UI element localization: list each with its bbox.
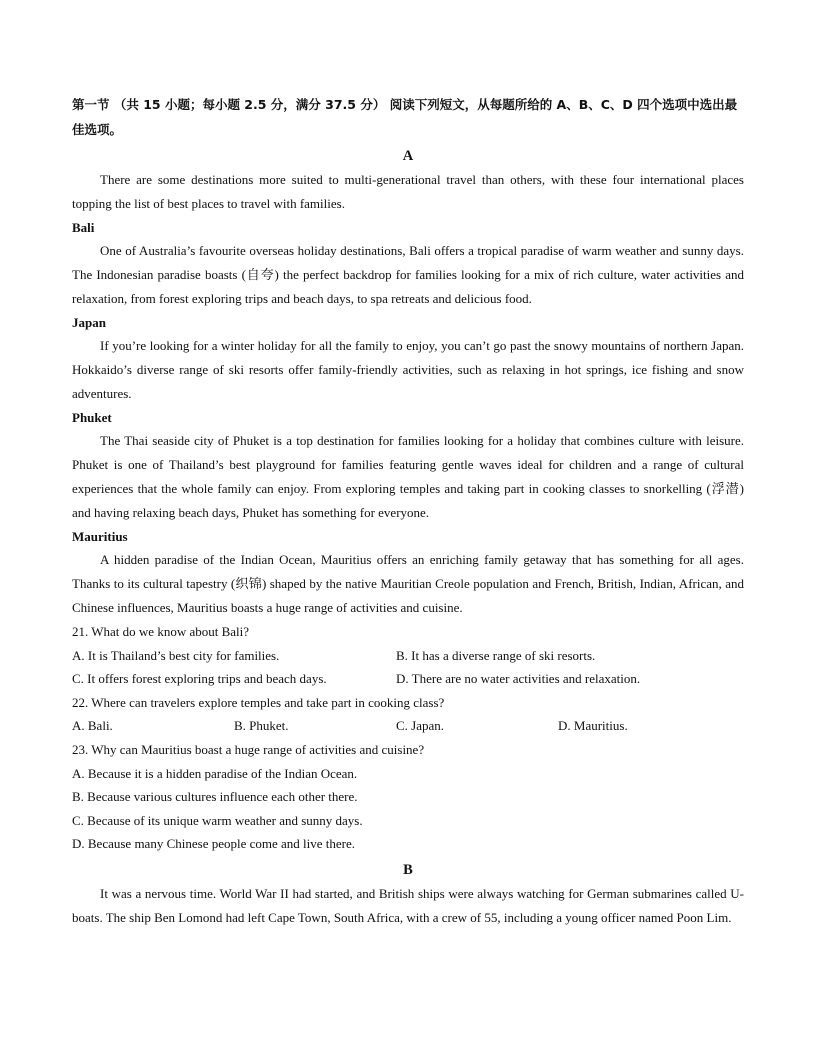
question-21-option-c: C. It offers forest exploring trips and beach days. (72, 671, 327, 687)
question-22-stem: 22. Where can travelers explore temples and take part in cooking class? (72, 694, 445, 710)
destination-text-japan: If you’re looking for a winter holiday for all the family to enjoy, you can’t go past the snowy mountains of northern Japan. Hokkaido’s diverse range of ski resorts offer family-friendly activities, such as relaxing in hot springs, ice fishing and snow adventures. (72, 338, 744, 401)
passage-b-title: B (403, 861, 413, 878)
destination-heading-bali: Bali (72, 220, 95, 235)
destination-text-mauritius: A hidden paradise of the Indian Ocean, Mauritius offers an enriching family getaway that has something for all ages. Thanks to its cultural tapestry (织锦) shaped by the native Mauritian Creole population and French, British, Indian, African, and Chinese influences, Mauritius boasts a huge range of activities and cuisine. (72, 552, 744, 615)
passage-a-intro: There are some destinations more suited to multi-generational travel than others, with these four international places topping the list of best places to travel with families. (72, 172, 744, 211)
passage-b-text: It was a nervous time. World War II had started, and British ships were always watching for German submarines called U-boats. The ship Ben Lomond had left Cape Town, South Africa, with a crew of 55, including a young officer named Poon Lim. (72, 885, 744, 925)
destination-heading-japan: Japan (72, 315, 106, 330)
section-instruction: 第一节 （共 15 小题；每小题 2.5 分，满分 37.5 分） 阅读下列短文，从每题所给的 A、B、C、D 四个选项中选出最佳选项。 (72, 97, 738, 137)
destination-text-bali: One of Australia’s favourite overseas holiday destinations, Bali offers a tropical paradise of warm weather and sunny days. The Indonesian paradise boasts (自夸) the perfect backdrop for families looking for a mix of rich culture, water activities and relaxation, from forest exploring trips and beach days, to spa retreats and delicious food. (72, 243, 744, 306)
question-23-option-b: B. Because various cultures influence each other there. (72, 789, 358, 805)
passage-a-title: A (402, 148, 414, 164)
question-21-option-a: A. It is Thailand’s best city for families. (72, 647, 280, 663)
question-23-option-a: A. Because it is a hidden paradise of the Indian Ocean. (72, 765, 358, 781)
destination-heading-phuket: Phuket (72, 410, 112, 425)
question-21-options-row-1 (72, 644, 744, 668)
question-22-option-a: A. Bali. (72, 718, 113, 734)
destination-heading-mauritius: Mauritius (72, 529, 128, 544)
question-23-option-d: D. Because many Chinese people come and live there. (72, 836, 356, 852)
destination-text-phuket: The Thai seaside city of Phuket is a top destination for families looking for a holiday that combines culture with leisure. Phuket is one of Thailand’s best playground for families featuring gentle waves ideal for children and a range of cultural experiences that the whole family can enjoy. From exploring temples and taking part in cooking classes to snorkelling (浮潜) and having relaxing beach days, Phuket has something for everyone. (72, 433, 744, 520)
exam-page (72, 92, 744, 930)
question-21-stem: 21. What do we know about Bali? (72, 624, 250, 639)
question-21-option-b: B. It has a diverse range of ski resorts. (396, 647, 596, 663)
question-22-option-c: C. Japan. (396, 718, 445, 734)
question-21-options-row-2 (72, 667, 744, 691)
question-21-option-d: D. There are no water activities and relaxation. (396, 671, 641, 687)
question-23-option-c: C. Because of its unique warm weather and sunny days. (72, 812, 363, 828)
question-22-option-b: B. Phuket. (234, 718, 289, 734)
question-22-options-row (72, 714, 744, 738)
question-23-stem: 23. Why can Mauritius boast a huge range of activities and cuisine? (72, 741, 425, 757)
question-22-option-d: D. Mauritius. (558, 718, 628, 734)
